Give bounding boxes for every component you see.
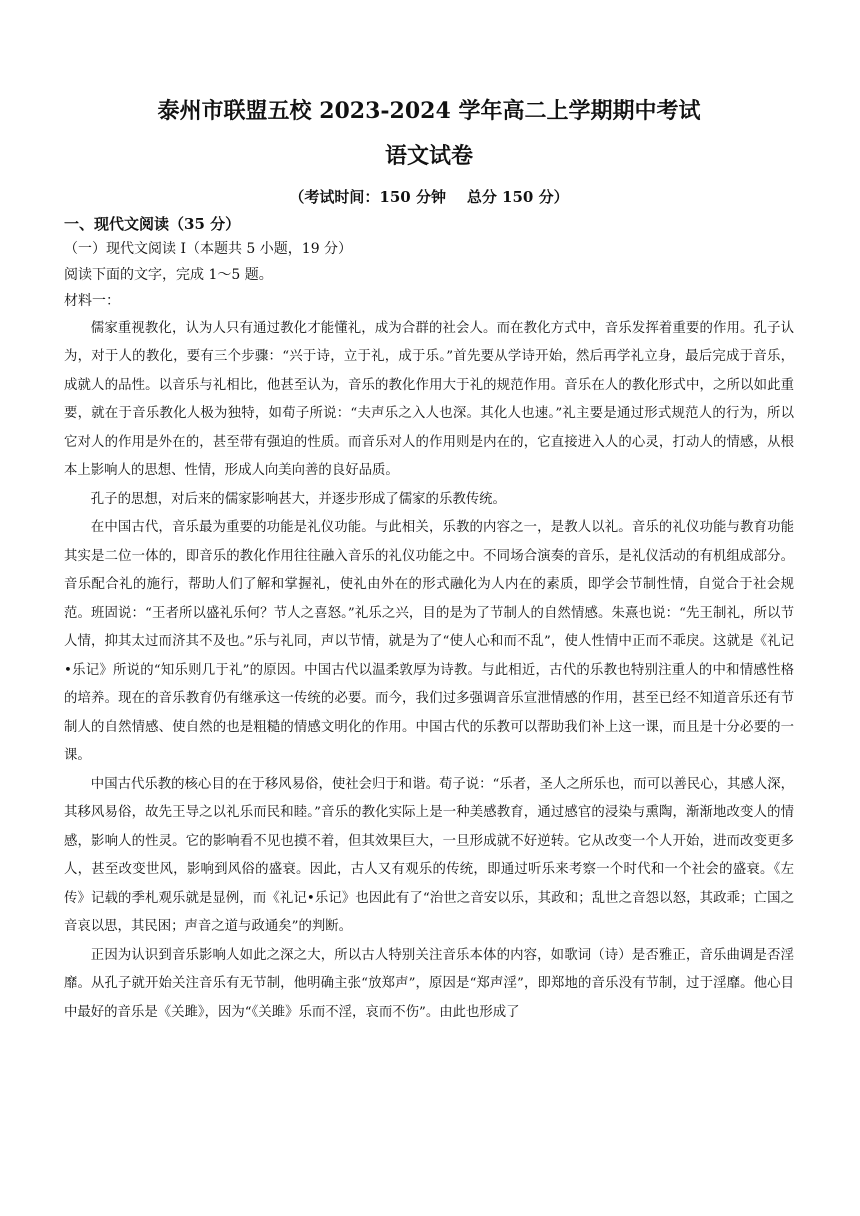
document-page [64,96,794,1027]
section-heading: 一、现代文阅读（35 分） [64,214,241,233]
paragraph: 儒家重视教化，认为人只有通过教化才能懂礼，成为合群的社会人。而在教化方式中，音乐发挥着重要的作用。孔子认为，对于人的教化，要有三个步骤：“兴于诗，立于礼，成于乐。”首先要从学诗开始，然后再学礼立身，最后完成于音乐，成就人的品性。以音乐与礼相比，他甚至认为，音乐的教化作用大于礼的规范作用。音乐在人的教化形式中，之所以如此重要，就在于音乐教化人极为独特，如荀子所说：“夫声乐之入人也深。其化人也速。”礼主要是通过形式规范人的行为，所以它对人的作用是外在的，甚至带有强迫的性质。而音乐对人的作用则是内在的，它直接进入人的心灵，打动人的情感，从根本上影响人的思想、性情，形成人向美向善的良好品质。 [64,320,794,479]
material-label: 材料一： [64,293,120,310]
exam-meta: （考试时间：150 分钟 总分 150 分） [289,187,569,206]
paragraph: 中国古代乐教的核心目的在于移风易俗，使社会归于和谐。荀子说：“乐者，圣人之所乐也，而可以善民心，其感人深，其移风易俗，故先王导之以礼乐而民和睦。”音乐的教化实际上是一种美感教育，通过感官的浸染与熏陶，渐渐地改变人的情感，影响人的性灵。它的影响看不见也摸不着，但其效果巨大，一旦形成就不好逆转。它从改变一个人开始，进而改变更多人，甚至改变世风，影响到风俗的盛衰。因此，古人又有观乐的传统，即通过听乐来考察一个时代和一个社会的盛衰。《左传》记载的季札观乐就是显例，而《礼记•乐记》也因此有了“治世之音安以乐，其政和；乱世之音怨以怒，其政乖；亡国之音哀以思，其民困；声音之道与政通矣”的判断。 [64,776,794,935]
paragraph: 正因为认识到音乐影响人如此之深之大，所以古人特别关注音乐本体的内容，如歌词（诗）是否雅正，音乐曲调是否淫靡。从孔子就开始关注音乐有无节制，他明确主张“放郑声”，原因是“郑声淫”，即郑地的音乐没有节制，过于淫靡。他心目中最好的音乐是《关雎》，因为“《关雎》乐而不淫，哀而不伤”。由此也形成了 [64,947,794,1020]
paragraph: 在中国古代，音乐最为重要的功能是礼仪功能。与此相关，乐教的内容之一，是教人以礼。音乐的礼仪功能与教育功能其实是二位一体的，即音乐的教化作用往往融入音乐的礼仪功能之中。不同场合演奏的音乐，是礼仪活动的有机组成部分。音乐配合礼的施行，帮助人们了解和掌握礼，使礼由外在的形式融化为人内在的素质，即学会节制性情，自觉合于社会规范。班固说：“王者所以盛礼乐何？节人之喜怒。”礼乐之兴，目的是为了节制人的自然情感。朱熹也说：“先王制礼，所以节人情，抑其太过而济其不及也。”乐与礼同，声以节情，就是为了“使人心和而不乱”，使人性情中正而不乖戾。这就是《礼记•乐记》所说的“知乐则几于礼”的原因。中国古代以温柔敦厚为诗教。与此相近，古代的乐教也特别注重人的中和情感性格的培养。现在的音乐教育仍有继承这一传统的必要。而今，我们过多强调音乐宣泄情感的作用，甚至已经不知道音乐还有节制人的自然情感、使自然的也是粗糙的情感文明化的作用。中国古代的乐教可以帮助我们补上这一课，而且是十分必要的一课。 [64,520,794,764]
paragraph: 孔子的思想，对后来的儒家影响甚大，并逐步形成了儒家的乐教传统。 [90,491,506,507]
exam-subject: 语文试卷 [384,142,473,169]
sub-section-heading: （一）现代文阅读 I（本题共 5 小题，19 分） [64,240,353,257]
reading-instruction: 阅读下面的文字，完成 1～5 题。 [64,266,273,283]
exam-title: 泰州市联盟五校 2023-2024 学年高二上学期期中考试 [157,98,701,124]
